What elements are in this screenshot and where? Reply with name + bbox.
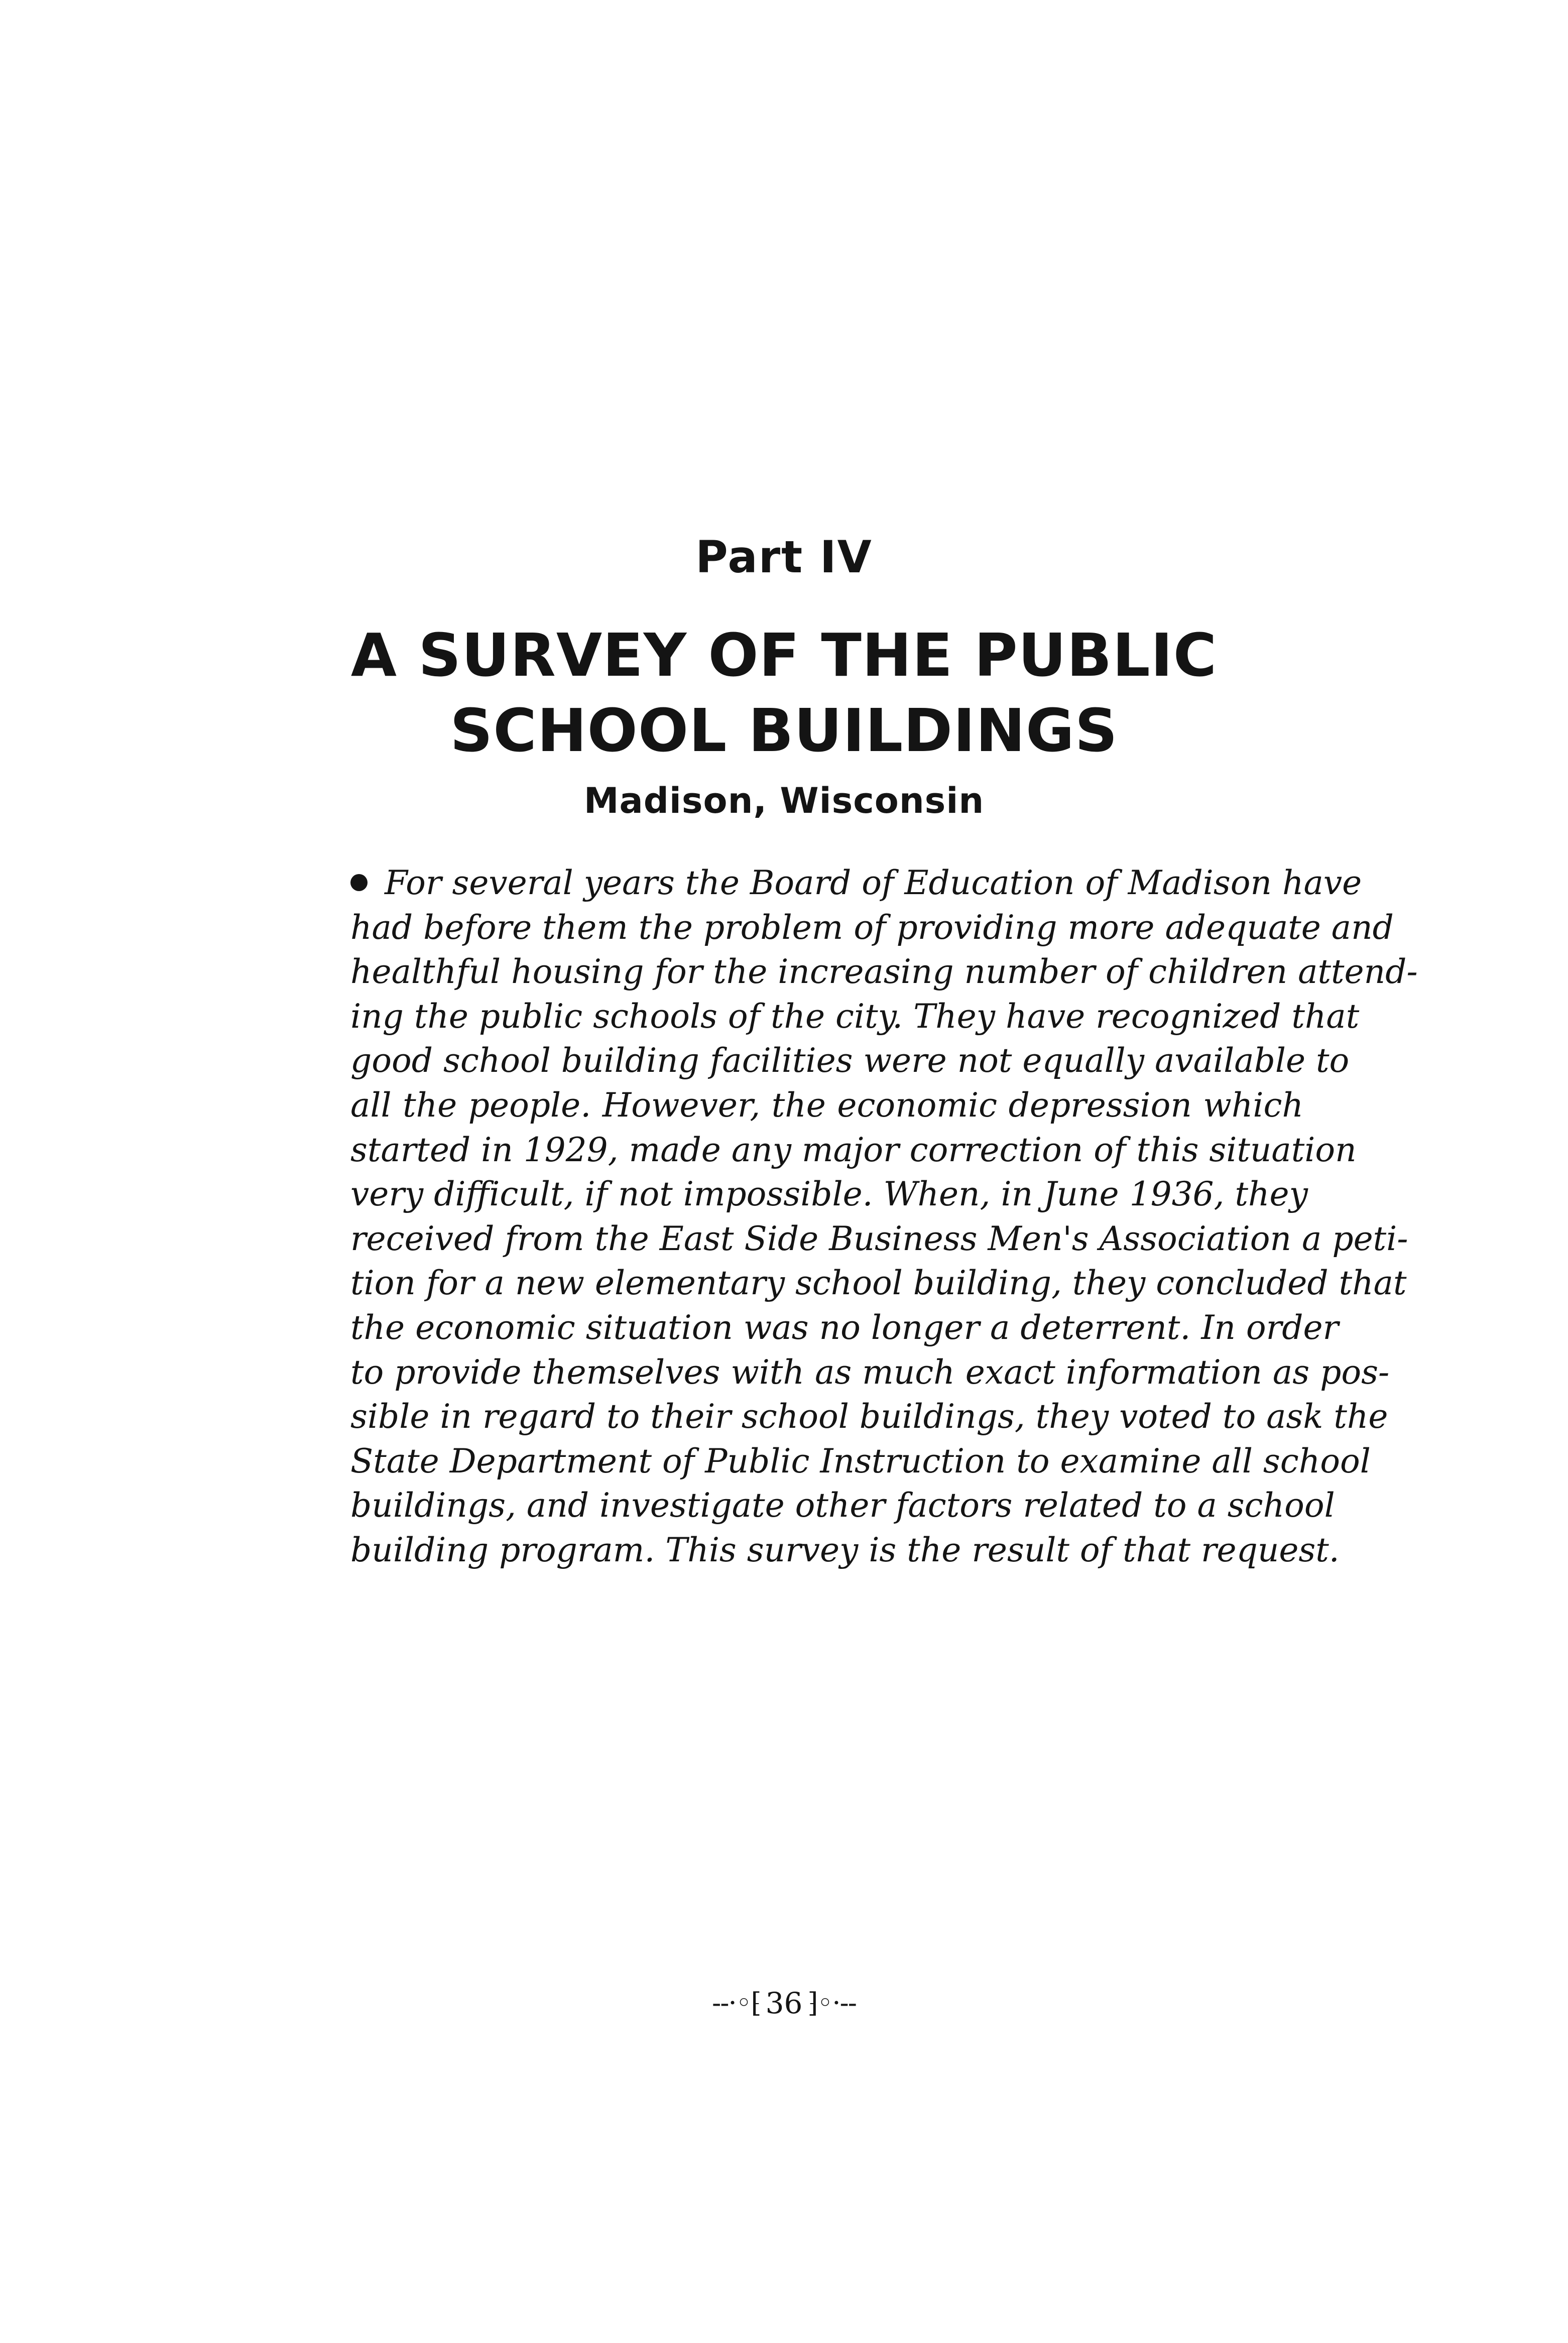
title-line-2: SCHOOL BUILDINGS (450, 696, 1118, 765)
part-label: Part IV (695, 531, 873, 583)
body-line: the economic situation was no longer a deterrent. In order (350, 1308, 1339, 1347)
body-line-text: For several years the Board of Education of Madison have (385, 864, 1362, 902)
body-line: building program. This survey is the result of that request. (350, 1530, 1340, 1569)
page-number: 36 (765, 1986, 803, 2020)
body-line: had before them the problem of providing more adequate and (350, 908, 1394, 947)
body-line: good school building facilities were not equally available to (350, 1041, 1350, 1080)
body-line: started in 1929, made any major correction of this situation (350, 1130, 1357, 1169)
body-line: all the people. However, the economic depression which (350, 1085, 1303, 1125)
folio-ornament-left-icon: --·◦⁅ (712, 1987, 761, 2019)
body-line: healthful housing for the increasing number of children attend- (350, 952, 1418, 992)
body-line: very difficult, if not impossible. When, in June 1936, they (350, 1175, 1308, 1214)
body-line: sible in regard to their school buildings, they voted to ask the (350, 1397, 1388, 1436)
body-paragraph (350, 861, 1418, 1573)
body-line: received from the East Side Business Men's Association a peti- (350, 1219, 1408, 1258)
title-line-1: A SURVEY OF THE PUBLIC (350, 621, 1218, 690)
body-line: tion for a new elementary school building, they concluded that (350, 1264, 1407, 1303)
page-title (0, 618, 1568, 768)
body-line: buildings, and investigate other factors related to a school (350, 1486, 1335, 1525)
body-line: ing the public schools of the city. They have recognized that (350, 997, 1360, 1036)
body-line: State Department of Public Instruction to examine all school (350, 1441, 1371, 1481)
body-line: to provide themselves with as much exact information as pos- (350, 1352, 1390, 1392)
body-line (350, 861, 1362, 906)
bullet-icon (350, 874, 368, 891)
subtitle: Madison, Wisconsin (583, 780, 985, 821)
page-number-folio (0, 1983, 1568, 2023)
folio-ornament-right-icon: ⁆◦·-- (807, 1987, 856, 2019)
